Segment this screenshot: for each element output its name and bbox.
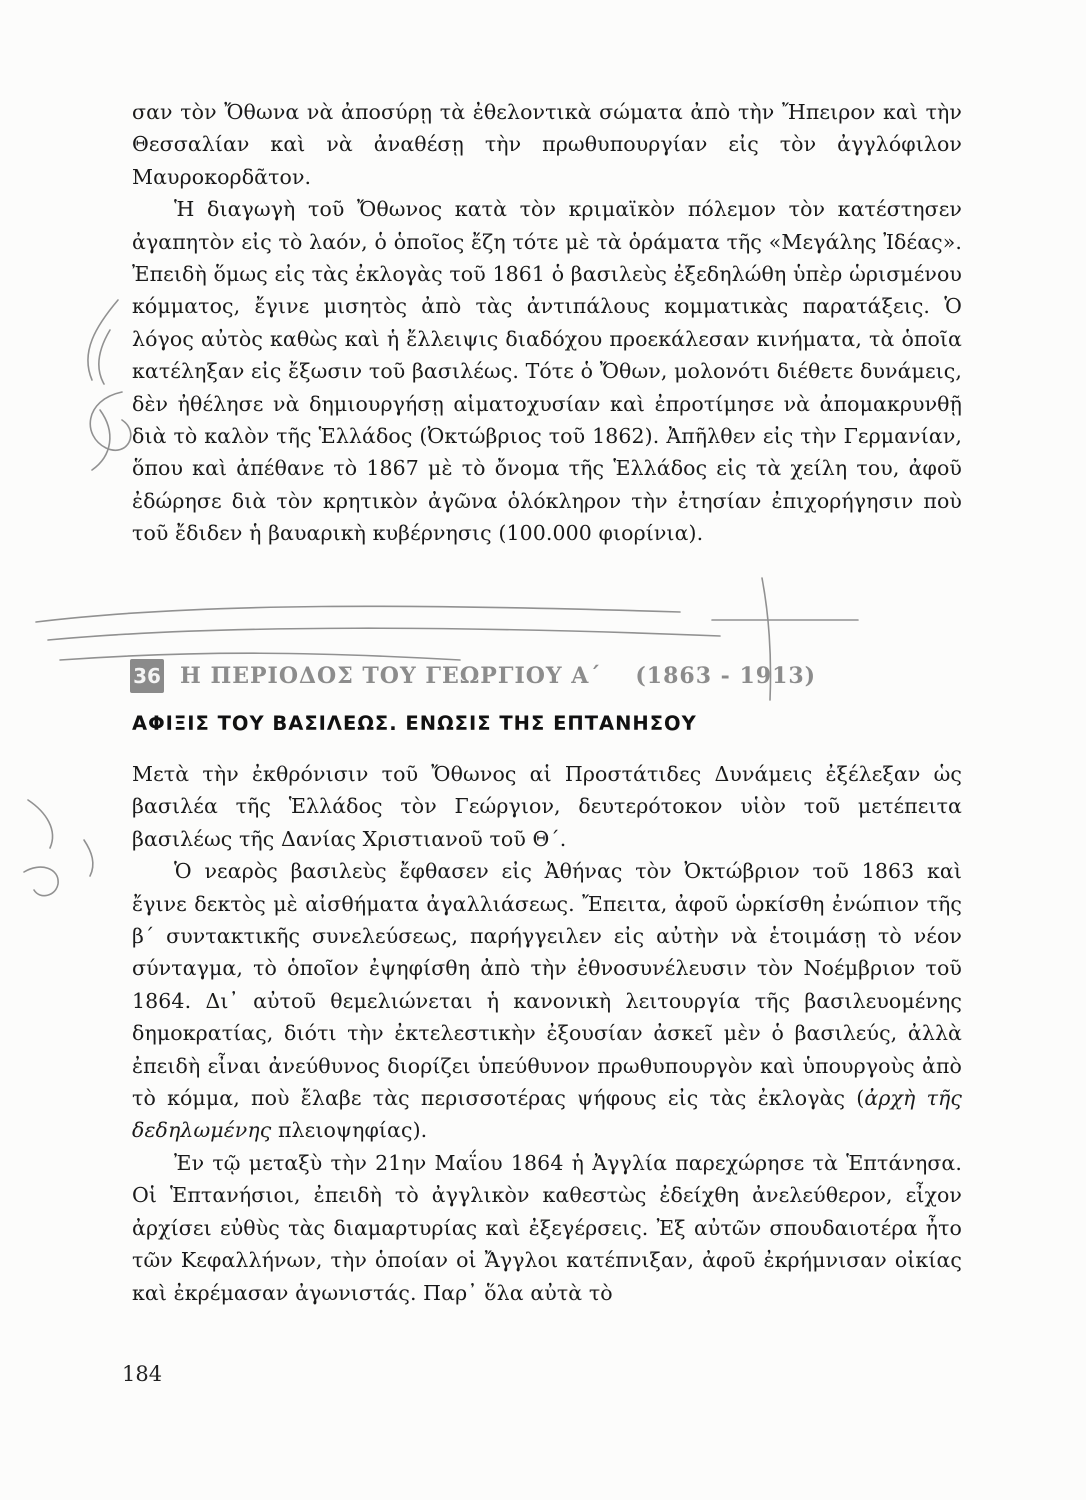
subheading-arrival-union: ΑΦΙΞΙΣ ΤΟΥ ΒΑΣΙΛΕΩΣ. ΕΝΩΣΙΣ ΤΗΣ ΕΠΤΑΝΗΣΟΥ: [132, 712, 697, 735]
paragraph-othon-withdrawal: σαν τὸν Ὄθωνα νὰ ἀποσύρῃ τὰ ἐθελοντικὰ σώματα ἀπὸ τὴν Ἤπειρον καὶ τὴν Θεσσαλίαν καὶ νὰ ἀναθέσῃ τὴν πρωθυπουργίαν εἰς τὸν ἀγγλόφιλον Μαυροκορδᾶτον.: [132, 100, 962, 189]
swoosh-scribble-2: [48, 628, 720, 640]
section-years: (1863 - 1913): [635, 663, 817, 689]
paragraph-ionian-islands: Ἐν τῷ μεταξὺ τὴν 21ην Μαΐου 1864 ἡ Ἀγγλία παρεχώρησε τὰ Ἑπτάνησα. Οἱ Ἑπτανήσιοι, ἐπειδὴ τὸ ἀγγλικὸν καθεστὼς ἐδείχθη ἀνελεύθερον, εἶχον ἀρχίσει εὐθὺς τὰς διαμαρτυρίας καὶ ἐξεγέρσεις. Ἐξ αὐτῶν σπουδαιοτέρα ἦτο τῶν Κεφαλλήνων, τὴν ὁποίαν οἱ Ἄγγλοι κατέπνιξαν, ἀφοῦ ἐκρήμνισαν οἰκίας καὶ ἐκρέμασαν ἀγωνιστάς. Παρ᾿ ὅλα αὐτὰ τὸ: [132, 1150, 962, 1305]
constitution-text: Ὁ νεαρὸς βασιλεὺς ἔφθασεν εἰς Ἀθήνας τὸν Ὀκτώβριον τοῦ 1863 καὶ ἔγινε δεκτὸς μὲ αἰσθήματα ἀγαλλιάσεως. Ἔπειτα, ἀφοῦ ὡρκίσθη ἐνώπιον τῆς β΄ συντακτικῆς συνελεύσεως, παρήγγειλεν εἰς αὐτὴν νὰ ἑτοιμάσῃ τὸ νέον σύνταγμα, τὸ ὁποῖον ἐψηφίσθη ἀπὸ τὴν ἐθνοσυνέλευσιν τὸν Νοέμβριον τοῦ 1864. Δι᾿ αὐτοῦ θεμελιώνεται ἡ κανονικὴ λειτουργία τῆς βασιλευομένης δημοκρατίας, διότι τὴν ἐκτελεστικὴν ἐξουσίαν ἀσκεῖ μὲν ὁ βασιλεύς, ἀλλὰ ἐπειδὴ εἶναι ἀνεύθυνος διορίζει ὑπεύθυνον πρωθυπουργὸν καὶ ὑπουργοὺς ἀπὸ τὸ κόμμα, ποὺ ἔλαβε τὰς περισσοτέρας ψήφους εἰς τὰς ἐκλογὰς (: [132, 859, 962, 1111]
constitution-text-end: πλειοψηφίας).: [271, 1118, 428, 1143]
margin-scribble-5: [28, 800, 53, 848]
margin-scribble-3: [90, 392, 130, 450]
margin-scribble-4: [92, 410, 110, 470]
page-number: 184: [122, 1362, 163, 1386]
margin-scribble-1: [88, 300, 118, 380]
principle-emphasis: ἀρχὴ τῆς δεδηλωμένης: [132, 1086, 962, 1143]
paragraph-george-elected: Μετὰ τὴν ἐκθρόνισιν τοῦ Ὄθωνος αἱ Προστάτιδες Δυνάμεις ἐξέλεξαν ὡς βασιλέα τῆς Ἑλλάδος τὸν Γεώργιον, δευτερότοκον υἱὸν τοῦ μετέπειτα βασιλέως τῆς Δανίας Χριστιανοῦ τοῦ Θ΄.: [132, 762, 962, 851]
top-text-block: [132, 96, 962, 550]
swoosh-scribble-1: [36, 606, 680, 622]
bottom-text-block: [132, 758, 962, 1309]
section-heading: [130, 654, 970, 698]
paragraph-othon-expulsion: Ἡ διαγωγὴ τοῦ Ὄθωνος κατὰ τὸν κριμαϊκὸν πόλεμον τὸν κατέστησεν ἀγαπητὸν εἰς τὸ λαόν, ὁ ὁποῖος ἔζη τότε μὲ τὰ ὁράματα τῆς «Μεγάλης Ἰδέας». Ἐπειδὴ ὅμως εἰς τὰς ἐκλογὰς τοῦ 1861 ὁ βασιλεὺς ἐξεδηλώθη ὑπὲρ ὡρισμένου κόμματος, ἔγινε μισητὸς ἀπὸ τὰς ἀντιπάλους κομματικὰς παρατάξεις. Ὁ λόγος αὐτὸς καθὼς καὶ ἡ ἔλλειψις διαδόχου προεκάλεσαν κινήματα, τὰ ὁποῖα κατέληξαν εἰς ἔξωσιν τοῦ βασιλέως. Τότε ὁ Ὄθων, μολονότι διέθετε δυνάμεις, δὲν ἠθέλησε νὰ δημιουργήσῃ αἱματοχυσίαν καὶ ἐπροτίμησε νὰ ἀπομακρυνθῇ διὰ τὸ καλὸν τῆς Ἑλλάδος (Ὀκτώβριος τοῦ 1862). Ἀπῆλθεν εἰς τὴν Γερμανίαν, ὅπου καὶ ἀπέθανε τὸ 1867 μὲ τὸ ὄνομα τῆς Ἑλλάδος εἰς τὰ χείλη του, ἀφοῦ ἐδώρησε διὰ τὸν κρητικὸν ἀγῶνα ὁλόκληρον τὴν ἐτησίαν ἐπιχορήγησιν ποὺ τοῦ ἔδιδεν ἡ βαυαρικὴ κυβέρνησις (100.000 φιορίνια).: [132, 197, 962, 546]
paragraph-constitution: [132, 855, 962, 1147]
section-number-badge: 36: [130, 659, 164, 693]
margin-scribble-2: [99, 330, 110, 384]
section-title: Η ΠΕΡΙΟΔΟΣ ΤΟΥ ΓΕΩΡΓΙΟΥ Α΄: [180, 663, 602, 689]
margin-scribble-6: [24, 867, 58, 896]
margin-scribble-7: [84, 840, 93, 876]
